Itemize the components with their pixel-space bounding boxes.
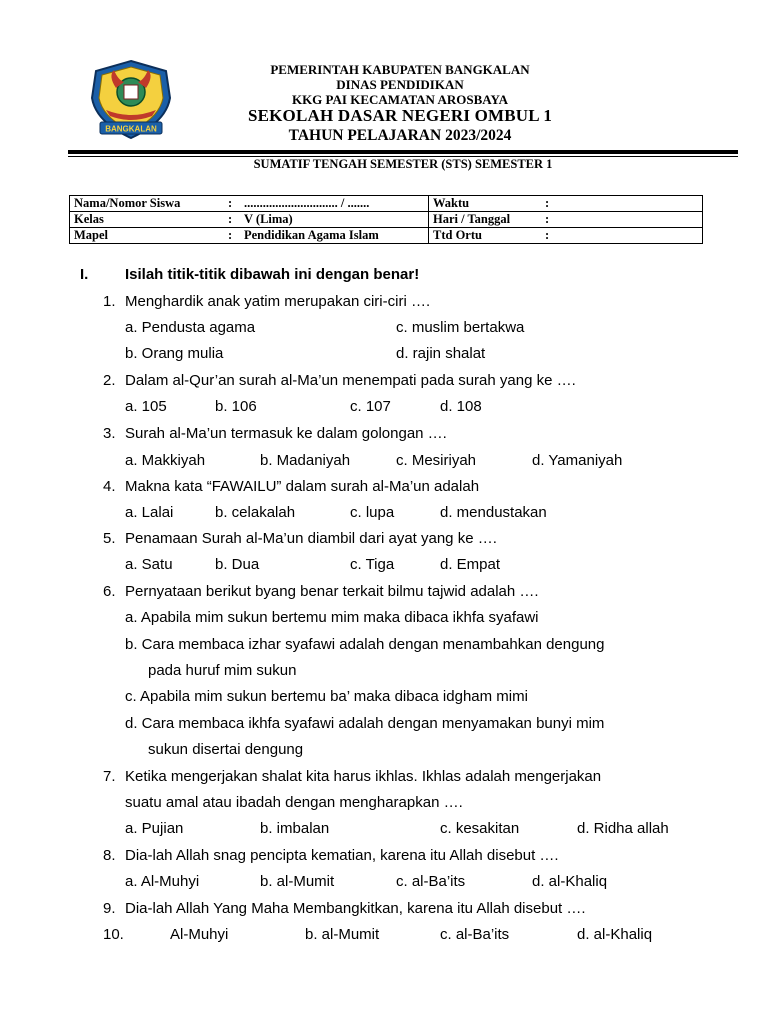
option-b[interactable]: b. Madaniyah — [260, 452, 351, 469]
option-c[interactable]: c. muslim bertakwa — [396, 319, 525, 336]
info-colon: : — [228, 196, 233, 210]
info-class-value: V (Lima) — [244, 212, 293, 226]
option-b[interactable]: b. Cara membaca izhar syafawi adalah dengan menambahkan dengung — [125, 636, 605, 653]
info-label-parent-signature: Ttd Ortu — [429, 228, 542, 244]
question-text: Dia-lah Allah snag pencipta kematian, karena itu Allah disebut …. — [125, 847, 559, 864]
info-colon: : — [545, 228, 550, 242]
option-d[interactable]: d. al-Khaliq — [577, 926, 653, 943]
option-b-continued: pada huruf mim sukun — [148, 662, 297, 679]
info-subject-value: Pendidikan Agama Islam — [244, 228, 379, 242]
info-colon: : — [228, 212, 233, 226]
question-number: 1. — [103, 293, 116, 310]
option-d[interactable]: d. rajin shalat — [396, 345, 486, 362]
section-number: I. — [80, 266, 89, 283]
info-value-time[interactable] — [541, 196, 703, 212]
question-text: Menghardik anak yatim merupakan ciri-ciri …. — [125, 293, 431, 310]
option-b[interactable]: b. 106 — [215, 398, 257, 415]
question-number: 6. — [103, 583, 116, 600]
header-rule-thick — [68, 150, 738, 154]
option-c[interactable]: c. 107 — [350, 398, 391, 415]
info-row — [70, 196, 703, 212]
info-label-date: Hari / Tanggal — [429, 212, 542, 228]
regency-logo — [86, 58, 176, 142]
question-number: 10. — [103, 926, 124, 943]
option-a[interactable]: a. 105 — [125, 398, 167, 415]
info-value-date[interactable] — [541, 212, 703, 228]
info-row — [70, 228, 703, 244]
option-b[interactable]: b. al-Mumit — [260, 873, 335, 890]
header-kkg: KKG PAI KECAMATAN AROSBAYA — [291, 92, 509, 107]
option-a[interactable]: a. Satu — [125, 556, 173, 573]
option-a[interactable]: a. Al-Muhyi — [125, 873, 200, 890]
exam-title: SUMATIF TENGAH SEMESTER (STS) SEMESTER 1 — [253, 157, 553, 171]
info-row — [70, 212, 703, 228]
question-number: 8. — [103, 847, 116, 864]
header-school-year: TAHUN PELAJARAN 2023/2024 — [288, 127, 512, 144]
info-name-blank: .............................. / ....... — [244, 196, 370, 210]
option-a[interactable]: Al-Muhyi — [170, 926, 229, 943]
question-number: 5. — [103, 530, 116, 547]
question-number: 3. — [103, 425, 116, 442]
info-value-name[interactable] — [224, 196, 429, 212]
section-title: Isilah titik-titik dibawah ini dengan benar! — [125, 266, 420, 283]
logo-lettering: BANGKALAN — [105, 124, 157, 134]
question-text: Ketika mengerjakan shalat kita harus ikhlas. Ikhlas adalah mengerjakan — [125, 768, 602, 785]
option-d[interactable]: d. Cara membaca ikhfa syafawi adalah dengan menyamakan bunyi mim — [125, 715, 605, 732]
question-text-continued: suatu amal atau ibadah dengan mengharapkan …. — [125, 794, 463, 811]
info-label-subject: Mapel — [70, 228, 225, 244]
question-text: Surah al-Ma’un termasuk ke dalam golongan …. — [125, 425, 447, 442]
info-label-class: Kelas — [70, 212, 225, 228]
option-c[interactable]: c. kesakitan — [440, 820, 520, 837]
option-c[interactable]: c. al-Ba’its — [396, 873, 466, 890]
option-d[interactable]: d. Yamaniyah — [532, 452, 623, 469]
option-b[interactable]: b. celakalah — [215, 504, 296, 521]
question-text: Dia-lah Allah Yang Maha Membangkitkan, karena itu Allah disebut …. — [125, 900, 586, 917]
option-d[interactable]: d. 108 — [440, 398, 482, 415]
option-b[interactable]: b. al-Mumit — [305, 926, 380, 943]
option-b[interactable]: b. Orang mulia — [125, 345, 224, 362]
option-a[interactable]: a. Makkiyah — [125, 452, 206, 469]
option-a[interactable]: a. Lalai — [125, 504, 174, 521]
info-value-subject — [224, 228, 429, 244]
option-d[interactable]: d. mendustakan — [440, 504, 547, 521]
question-text: Penamaan Surah al-Ma’un diambil dari ayat yang ke …. — [125, 530, 497, 547]
option-c[interactable]: c. Mesiriyah — [396, 452, 477, 469]
info-colon: : — [545, 196, 550, 210]
question-text: Makna kata “FAWAILU” dalam surah al-Ma’un adalah — [125, 478, 480, 495]
info-value-parent-signature[interactable] — [541, 228, 703, 244]
header-school-name: SEKOLAH DASAR NEGERI OMBUL 1 — [247, 106, 553, 125]
option-d-continued: sukun disertai dengung — [148, 741, 304, 758]
option-a[interactable]: a. Pujian — [125, 820, 184, 837]
option-c[interactable]: c. Apabila mim sukun bertemu ba’ maka dibaca idgham mimi — [125, 688, 528, 705]
option-d[interactable]: d. al-Khaliq — [532, 873, 608, 890]
option-c[interactable]: c. Tiga — [350, 556, 395, 573]
question-number: 2. — [103, 372, 116, 389]
option-a[interactable]: a. Pendusta agama — [125, 319, 256, 336]
header-government: PEMERINTAH KABUPATEN BANGKALAN — [270, 62, 530, 77]
option-c[interactable]: c. al-Ba’its — [440, 926, 510, 943]
info-value-class — [224, 212, 429, 228]
question-number: 9. — [103, 900, 116, 917]
option-a[interactable]: a. Apabila mim sukun bertemu mim maka dibaca ikhfa syafawi — [125, 609, 539, 626]
question-text: Dalam al-Qur’an surah al-Ma’un menempati pada surah yang ke …. — [125, 372, 576, 389]
question-text: Pernyataan berikut byang benar terkait bilmu tajwid adalah …. — [125, 583, 539, 600]
student-info-table — [69, 195, 703, 244]
info-colon: : — [545, 212, 550, 226]
question-number: 4. — [103, 478, 116, 495]
header-department: DINAS PENDIDIKAN — [336, 77, 464, 92]
option-c[interactable]: c. lupa — [350, 504, 395, 521]
question-number: 7. — [103, 768, 116, 785]
info-colon: : — [228, 228, 233, 242]
info-label-time: Waktu — [429, 196, 542, 212]
option-b[interactable]: b. imbalan — [260, 820, 330, 837]
option-d[interactable]: d. Empat — [440, 556, 501, 573]
info-label-name: Nama/Nomor Siswa — [70, 196, 225, 212]
option-b[interactable]: b. Dua — [215, 556, 260, 573]
option-d[interactable]: d. Ridha allah — [577, 820, 669, 837]
